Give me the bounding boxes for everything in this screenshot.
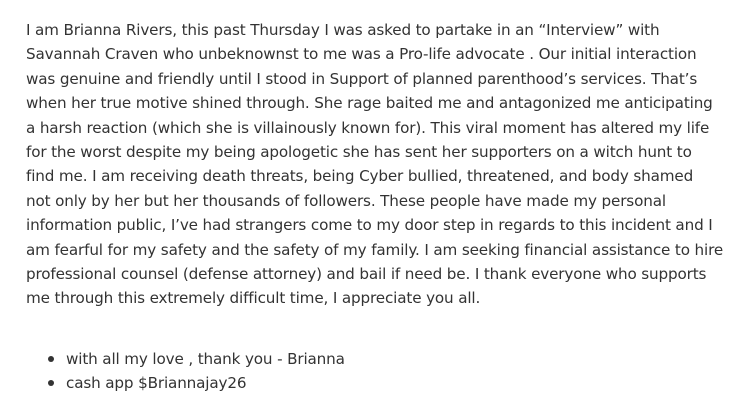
paragraph-line: I am Brianna Rivers, this past Thursday I was asked to partake in an “Interview” with <box>26 21 660 39</box>
paragraph-line: me through this extremely difficult time, I appreciate you all. <box>26 289 481 308</box>
paragraph-line: professional counsel (defense attorney) and bail if need be. I thank everyone who supports <box>26 265 707 284</box>
list-item <box>48 347 345 371</box>
story-paragraph <box>26 18 724 311</box>
story-text <box>26 18 724 311</box>
list-item-text: with all my love , thank you - Brianna <box>66 350 345 368</box>
paragraph-line: am fearful for my safety and the safety of my family. I am seeking financial assistance to hire <box>26 240 724 259</box>
paragraph-line: a harsh reaction (which she is villainously known for). This viral moment has altered my life <box>26 118 710 137</box>
paragraph-line: not only by her but her thousands of followers. These people have made my personal <box>26 191 666 210</box>
paragraph-line: was genuine and friendly until I stood in Support of planned parenthood’s services. That’s <box>26 69 698 88</box>
paragraph-line: information public, I’ve had strangers come to my door step in regards to this incident and I <box>26 216 713 235</box>
list-item <box>48 371 345 395</box>
bullet-dot-icon <box>48 380 54 386</box>
list-item-text: cash app $Briannajay26 <box>66 374 247 392</box>
paragraph-line: find me. I am receiving death threats, being Cyber bullied, threatened, and body shamed <box>26 167 694 186</box>
paragraph-line: Savannah Craven who unbeknownst to me was a Pro-life advocate . Our initial interaction <box>26 45 697 64</box>
bullet-list <box>48 347 345 395</box>
paragraph-line: for the worst despite my being apologetic she has sent her supporters on a witch hunt to <box>26 143 692 162</box>
paragraph-line: when her true motive shined through. She rage baited me and antagonized me anticipating <box>26 94 713 113</box>
bullet-dot-icon <box>48 356 54 362</box>
